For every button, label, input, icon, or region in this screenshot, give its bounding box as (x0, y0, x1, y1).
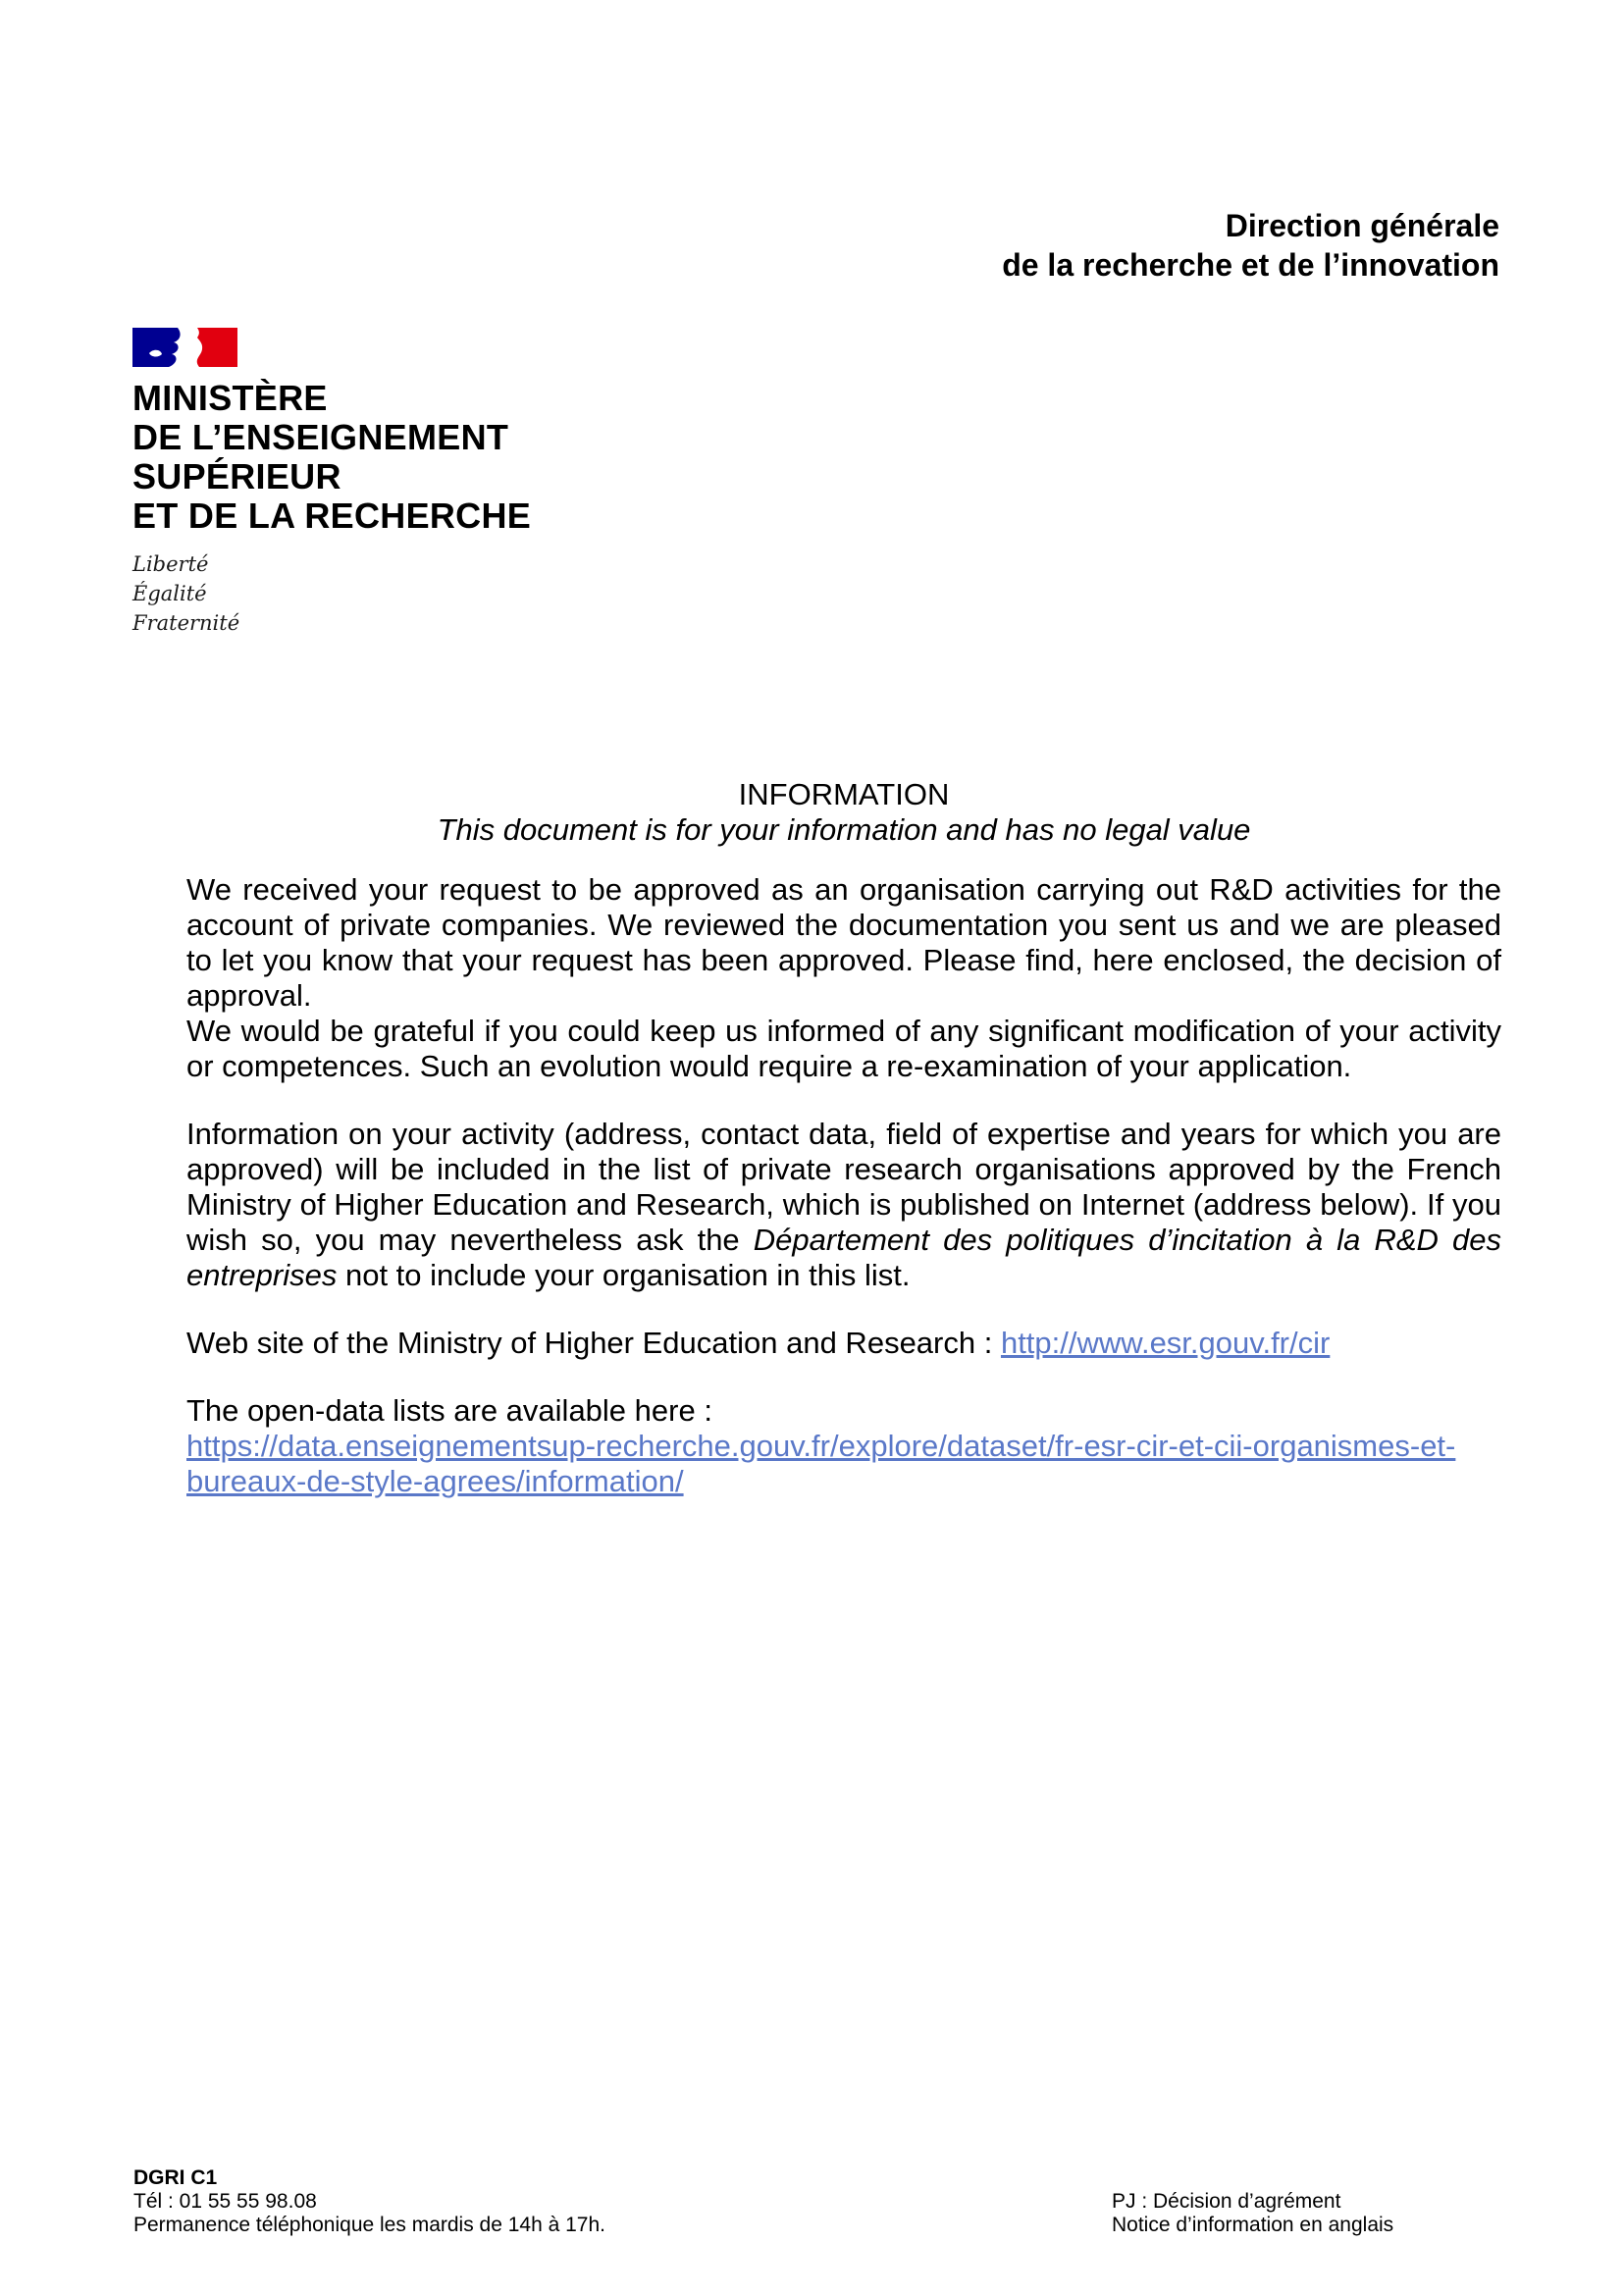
footer-phone-hours: Permanence téléphonique les mardis de 14h à 17h. (133, 2214, 605, 2236)
direction-header-line2: de la recherche et de l’innovation (1002, 247, 1499, 283)
opendata-block (186, 1393, 1501, 1499)
paragraph-keep-informed: We would be grateful if you could keep us informed of any significant modification of your activity or competences. Such an evolution would require a re-examination of your application. (186, 1014, 1501, 1083)
notice-title: INFORMATION (738, 777, 950, 811)
notice-subtitle: This document is for your information and has no legal value (437, 812, 1251, 847)
footer-attachment-2: Notice d’information en anglais (1112, 2214, 1394, 2236)
footer-attachment-1: PJ : Décision d’agrément (1112, 2190, 1341, 2213)
french-flag-icon (132, 328, 237, 367)
website-label: Web site of the Ministry of Higher Education and Research : (186, 1326, 1001, 1360)
letter-body (186, 777, 1501, 1499)
opendata-dataset-link[interactable]: https://data.enseignementsup-recherche.gouv.fr/explore/dataset/fr-esr-cir-et-cii-organismes-et-bureaux-de-style-agrees/information/ (186, 1429, 1456, 1498)
republic-motto (132, 549, 531, 638)
footer-right-block (1112, 2190, 1393, 2237)
motto-line: Égalité (132, 582, 207, 605)
opendata-label: The open-data lists are available here : (186, 1393, 712, 1428)
ministry-website-link[interactable]: http://www.esr.gouv.fr/cir (1000, 1326, 1331, 1360)
paragraph3-text-pre: Information on your activity (address, contact data, field of expertise and years for which you are approved) will be included in the list of private research organisations approved by the French Ministry of Higher Education and Research, which is published on Internet (address below). If you wish so, you may nevertheless ask the (186, 1117, 1501, 1257)
paragraph-open-data-listing (186, 1117, 1501, 1293)
direction-header (1002, 206, 1499, 285)
footer-phone: Tél : 01 55 55 98.08 (133, 2190, 317, 2213)
motto-line: Fraternité (132, 611, 240, 635)
paragraph-request-approved: We received your request to be approved as an organisation carrying out R&D activities for the account of private companies. We reviewed the documentation you sent us and we are pleased to let you know that your request has been approved. Please find, here enclosed, the decision of approval. (186, 872, 1501, 1013)
direction-header-line1: Direction générale (1225, 208, 1499, 243)
ministry-logo-block (132, 328, 531, 638)
paragraph3-text-post: not to include your organisation in this list. (337, 1258, 911, 1292)
ministry-wordmark-line: SUPÉRIEUR (132, 456, 341, 496)
footer-left-block (133, 2166, 605, 2237)
paragraph3-department-name: Département des politiques d’incitation à la R&D des entreprises (186, 1223, 1502, 1292)
ministry-wordmark-line: DE L’ENSEIGNEMENT (132, 417, 509, 457)
ministry-wordmark-line: ET DE LA RECHERCHE (132, 496, 532, 536)
footer-service-code: DGRI C1 (133, 2166, 218, 2189)
motto-line: Liberté (132, 552, 209, 576)
website-line (186, 1326, 1501, 1361)
ministry-wordmark-line: MINISTÈRE (132, 378, 328, 418)
ministry-wordmark (132, 379, 531, 536)
